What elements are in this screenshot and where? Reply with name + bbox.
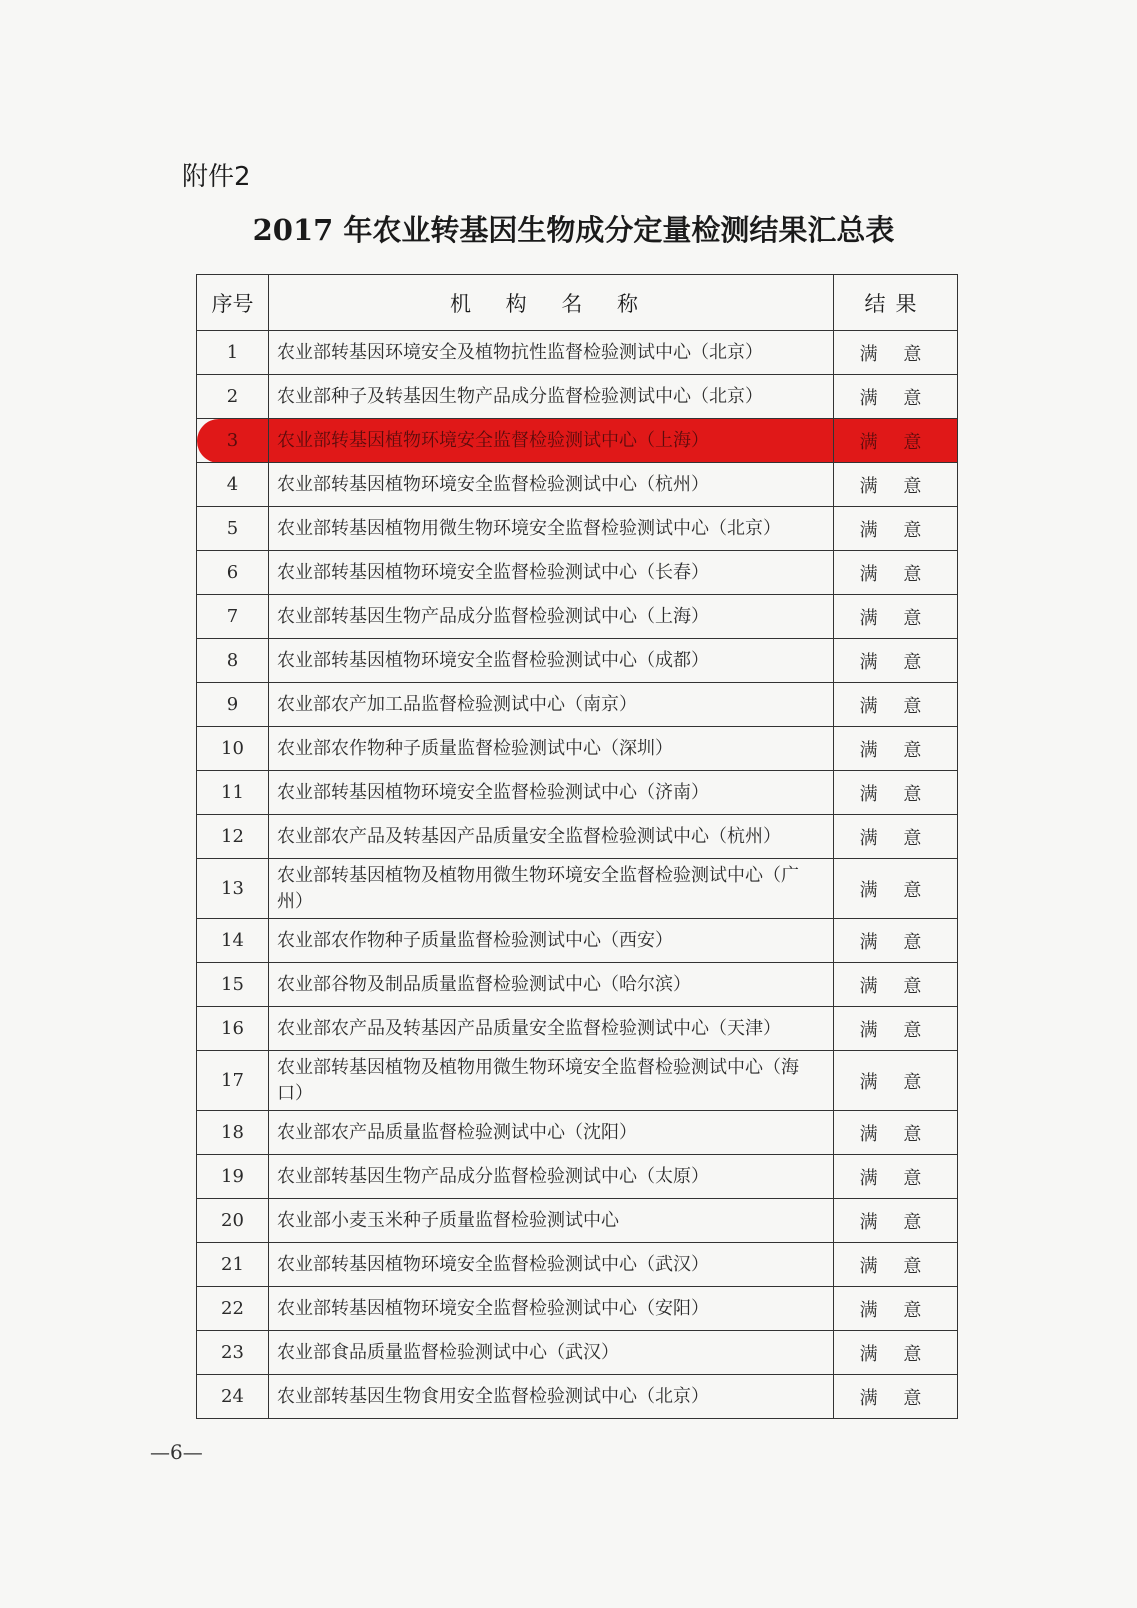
- row-result: 满 意: [834, 727, 958, 771]
- row-institution-name: 农业部转基因环境安全及植物抗性监督检验测试中心（北京）: [269, 331, 834, 375]
- row-serial-number: 7: [197, 595, 269, 639]
- row-serial-number: 6: [197, 551, 269, 595]
- table-row: [197, 639, 958, 683]
- row-serial-number: 17: [197, 1051, 269, 1111]
- row-result: 满 意: [834, 419, 958, 463]
- row-institution-name: 农业部转基因植物环境安全监督检验测试中心（长春）: [269, 551, 834, 595]
- table-row: [197, 507, 958, 551]
- table-header-row: [197, 275, 958, 331]
- row-serial-number: 10: [197, 727, 269, 771]
- row-result: 满 意: [834, 1155, 958, 1199]
- table-row: [197, 683, 958, 727]
- table-row: [197, 1007, 958, 1051]
- header-result: 结果: [834, 275, 958, 331]
- row-institution-name: 农业部农作物种子质量监督检验测试中心（深圳）: [269, 727, 834, 771]
- row-institution-name: 农业部小麦玉米种子质量监督检验测试中心: [269, 1199, 834, 1243]
- row-result: 满 意: [834, 1375, 958, 1419]
- table-row: [197, 815, 958, 859]
- page-title: 2017 年农业转基因生物成分定量检测结果汇总表: [252, 213, 895, 247]
- row-result: 满 意: [834, 771, 958, 815]
- table-row: [197, 1199, 958, 1243]
- row-serial-number: 22: [197, 1287, 269, 1331]
- table-row: [197, 595, 958, 639]
- row-serial-number: 8: [197, 639, 269, 683]
- table-row: [197, 1155, 958, 1199]
- table-row: [197, 963, 958, 1007]
- row-institution-name: 农业部转基因植物环境安全监督检验测试中心（安阳）: [269, 1287, 834, 1331]
- row-serial-number: 2: [197, 375, 269, 419]
- row-result: 满 意: [834, 1243, 958, 1287]
- row-result: 满 意: [834, 375, 958, 419]
- row-serial-number: 11: [197, 771, 269, 815]
- table-row: [197, 463, 958, 507]
- page-number: —6—: [150, 1440, 203, 1464]
- row-result: 满 意: [834, 463, 958, 507]
- table-row: [197, 1051, 958, 1111]
- row-institution-name: 农业部转基因植物环境安全监督检验测试中心（成都）: [269, 639, 834, 683]
- table-row: [197, 919, 958, 963]
- table-row: [197, 859, 958, 919]
- header-institution-name: 机 构 名 称: [269, 275, 834, 331]
- row-serial-number: 23: [197, 1331, 269, 1375]
- table-row: [197, 1331, 958, 1375]
- table-row: [197, 419, 958, 463]
- row-institution-name: 农业部谷物及制品质量监督检验测试中心（哈尔滨）: [269, 963, 834, 1007]
- table-row: [197, 551, 958, 595]
- table-row: [197, 331, 958, 375]
- row-institution-name: 农业部转基因生物产品成分监督检验测试中心（上海）: [269, 595, 834, 639]
- row-serial-number: 3: [197, 419, 269, 463]
- row-serial-number: 19: [197, 1155, 269, 1199]
- row-institution-name: 农业部农产加工品监督检验测试中心（南京）: [269, 683, 834, 727]
- row-result: 满 意: [834, 963, 958, 1007]
- row-result: 满 意: [834, 1111, 958, 1155]
- row-serial-number: 13: [197, 859, 269, 919]
- row-serial-number: 12: [197, 815, 269, 859]
- row-institution-name: 农业部转基因植物及植物用微生物环境安全监督检验测试中心（广州）: [269, 859, 834, 919]
- row-institution-name: 农业部转基因生物产品成分监督检验测试中心（太原）: [269, 1155, 834, 1199]
- row-institution-name: 农业部食品质量监督检验测试中心（武汉）: [269, 1331, 834, 1375]
- row-result: 满 意: [834, 639, 958, 683]
- table-row: [197, 727, 958, 771]
- table-row: [197, 1287, 958, 1331]
- row-institution-name: 农业部转基因植物及植物用微生物环境安全监督检验测试中心（海口）: [269, 1051, 834, 1111]
- row-institution-name: 农业部转基因生物食用安全监督检验测试中心（北京）: [269, 1375, 834, 1419]
- row-serial-number: 1: [197, 331, 269, 375]
- table-row: [197, 1243, 958, 1287]
- row-result: 满 意: [834, 1051, 958, 1111]
- row-institution-name: 农业部转基因植物环境安全监督检验测试中心（济南）: [269, 771, 834, 815]
- row-institution-name: 农业部转基因植物环境安全监督检验测试中心（武汉）: [269, 1243, 834, 1287]
- row-institution-name: 农业部农产品质量监督检验测试中心（沈阳）: [269, 1111, 834, 1155]
- row-serial-number: 9: [197, 683, 269, 727]
- row-institution-name: 农业部种子及转基因生物产品成分监督检验测试中心（北京）: [269, 375, 834, 419]
- attachment-label: 附件2: [182, 162, 251, 192]
- row-serial-number: 21: [197, 1243, 269, 1287]
- row-serial-number: 15: [197, 963, 269, 1007]
- row-result: 满 意: [834, 815, 958, 859]
- row-serial-number: 24: [197, 1375, 269, 1419]
- row-result: 满 意: [834, 1199, 958, 1243]
- row-result: 满 意: [834, 919, 958, 963]
- row-result: 满 意: [834, 331, 958, 375]
- row-serial-number: 14: [197, 919, 269, 963]
- row-serial-number: 20: [197, 1199, 269, 1243]
- row-serial-number: 5: [197, 507, 269, 551]
- table-row: [197, 1375, 958, 1419]
- row-result: 满 意: [834, 859, 958, 919]
- table-row: [197, 375, 958, 419]
- row-serial-number: 4: [197, 463, 269, 507]
- row-serial-number: 16: [197, 1007, 269, 1051]
- row-result: 满 意: [834, 551, 958, 595]
- row-institution-name: 农业部农作物种子质量监督检验测试中心（西安）: [269, 919, 834, 963]
- row-serial-number: 18: [197, 1111, 269, 1155]
- row-institution-name: 农业部转基因植物用微生物环境安全监督检验测试中心（北京）: [269, 507, 834, 551]
- row-institution-name: 农业部转基因植物环境安全监督检验测试中心（杭州）: [269, 463, 834, 507]
- row-result: 满 意: [834, 507, 958, 551]
- table-row: [197, 771, 958, 815]
- row-result: 满 意: [834, 683, 958, 727]
- row-institution-name: 农业部农产品及转基因产品质量安全监督检验测试中心（杭州）: [269, 815, 834, 859]
- row-institution-name: 农业部农产品及转基因产品质量安全监督检验测试中心（天津）: [269, 1007, 834, 1051]
- row-result: 满 意: [834, 595, 958, 639]
- row-result: 满 意: [834, 1007, 958, 1051]
- row-institution-name: 农业部转基因植物环境安全监督检验测试中心（上海）: [269, 419, 834, 463]
- header-serial-number: 序号: [197, 275, 269, 331]
- row-result: 满 意: [834, 1287, 958, 1331]
- results-table: [196, 274, 958, 1419]
- table-row: [197, 1111, 958, 1155]
- row-result: 满 意: [834, 1331, 958, 1375]
